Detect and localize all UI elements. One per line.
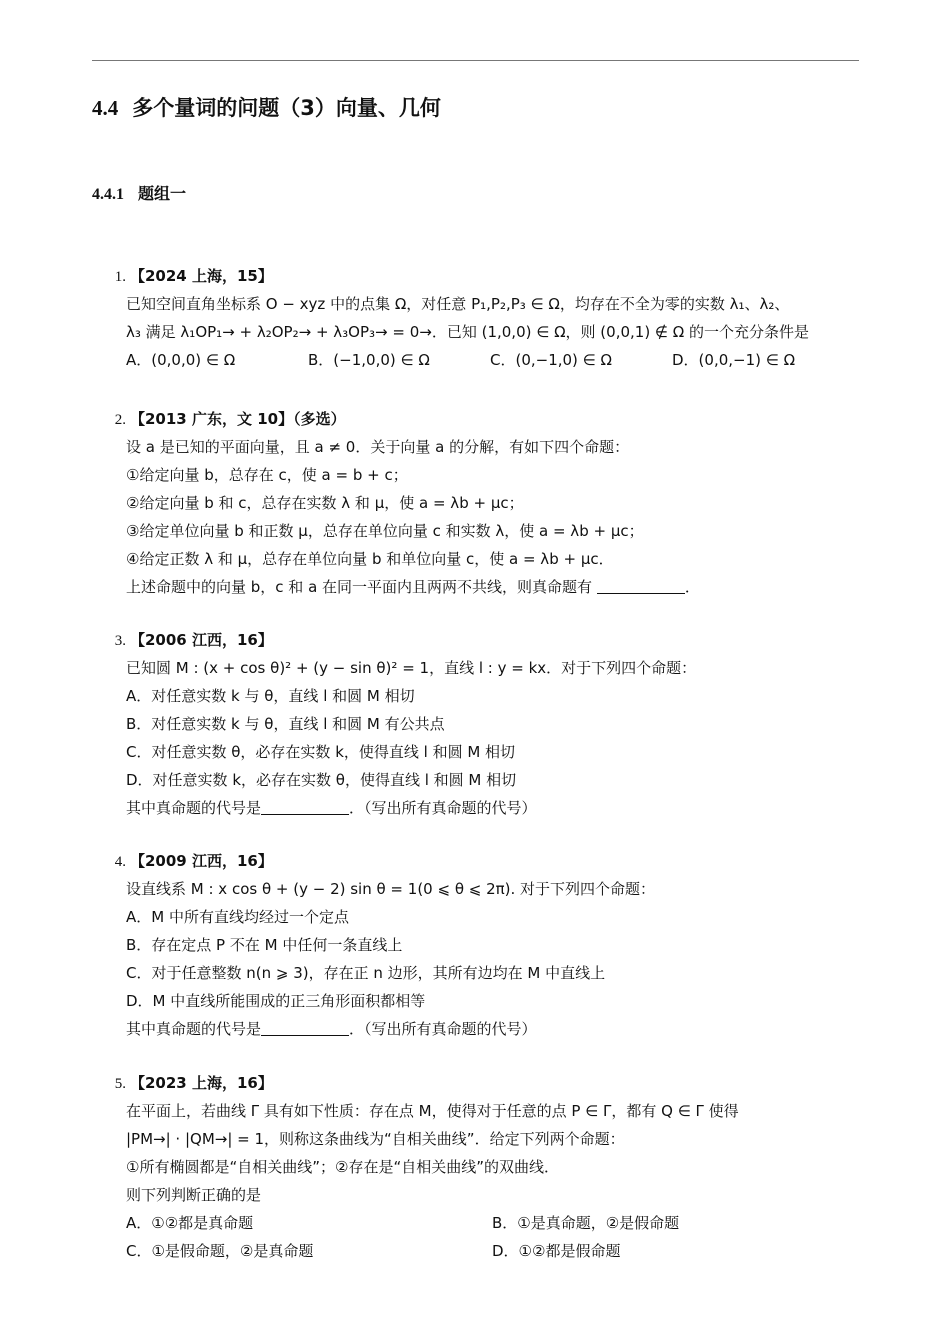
section-heading <box>92 92 441 122</box>
problem-source: 【2024 上海，15】 <box>130 267 273 285</box>
proposition-a: A．M 中所有直线均经过一个定点 <box>126 908 349 926</box>
proposition-1: ①给定向量 b，总存在 c，使 a = b + c； <box>126 466 408 484</box>
problem-text-line: 已知圆 M : (x + cos θ)² + (y − sin θ)² = 1，直线 l : y = kx．对于下列四个命题： <box>126 659 697 677</box>
proposition-a: A．对任意实数 k 与 θ，直线 l 和圆 M 相切 <box>126 687 415 705</box>
proposition-b: B．存在定点 P 不在 M 中任何一条直线上 <box>126 936 403 954</box>
choice-c: C．(0,−1,0) ∈ Ω <box>490 351 612 369</box>
answer-line: 其中真命题的代号是 ．（写出所有真命题的代号） <box>126 1015 872 1043</box>
problem-text-line: λ₃ 满足 λ₁OP₁→ + λ₂OP₂→ + λ₃OP₃→ = 0→．已知 (1,0,0) ∈ Ω，则 (0,0,1) ∉ Ω 的一个充分条件是 <box>126 323 809 341</box>
choice-c: C．①是假命题，②是真命题 <box>126 1242 314 1260</box>
choice-b: B．(−1,0,0) ∈ Ω <box>308 351 430 369</box>
answer-line: 其中真命题的代号是 ．（写出所有真命题的代号） <box>126 794 872 822</box>
choice-a: A．①②都是真命题 <box>126 1214 254 1232</box>
choice-row <box>126 1209 872 1237</box>
proposition-d: D．M 中直线所能围成的正三角形面积都相等 <box>126 992 426 1010</box>
proposition-3: ③给定单位向量 b 和正数 μ，总存在单位向量 c 和实数 λ，使 a = λb + μc； <box>126 522 644 540</box>
problem-number: 4. <box>114 854 126 870</box>
problem-number: 2. <box>114 412 126 428</box>
problem-text-line: 在平面上，若曲线 Γ 具有如下性质：存在点 M，使得对于任意的点 P ∈ Γ，都有 Q ∈ Γ 使得 <box>126 1102 739 1120</box>
problem-5 <box>92 1069 872 1265</box>
problem-tag: （多选） <box>293 410 346 428</box>
problem-text-line: |PM→| · |QM→| = 1，则称这条曲线为“自相关曲线”．给定下列两个命题： <box>126 1130 625 1148</box>
proposition-4: ④给定正数 λ 和 μ，总存在单位向量 b 和单位向量 c，使 a = λb + μc． <box>126 550 614 568</box>
section-number: 4.4 <box>92 96 119 120</box>
problem-number: 3. <box>114 633 126 649</box>
answer-blank[interactable] <box>597 575 685 594</box>
subsection-number: 4.4.1 <box>92 186 124 203</box>
problem-4 <box>92 847 872 1043</box>
proposition-b: B．对任意实数 k 与 θ，直线 l 和圆 M 有公共点 <box>126 715 445 733</box>
choice-d: D．(0,0,−1) ∈ Ω <box>672 351 796 369</box>
problem-3 <box>92 626 872 822</box>
subsection-title-text: 题组一 <box>138 184 187 203</box>
problem-1 <box>92 262 872 374</box>
problem-text-line: 设 a 是已知的平面向量，且 a ≠ 0．关于向量 a 的分解，有如下四个命题： <box>126 438 630 456</box>
section-title-text: 多个量词的问题（3）向量、几何 <box>132 96 441 120</box>
proposition-pair: ①所有椭圆都是“自相关曲线”；②存在是“自相关曲线”的双曲线． <box>126 1158 559 1176</box>
proposition-c: C．对于任意整数 n(n ⩾ 3)，存在正 n 边形，其所有边均在 M 中直线上 <box>126 964 606 982</box>
choice-d: D．①②都是假命题 <box>492 1242 621 1260</box>
answer-blank[interactable] <box>261 796 349 815</box>
choice-row <box>126 346 872 374</box>
choice-b: B．①是真命题，②是假命题 <box>492 1214 680 1232</box>
problem-source: 【2009 江西，16】 <box>130 852 273 870</box>
proposition-2: ②给定向量 b 和 c，总存在实数 λ 和 μ，使 a = λb + μc； <box>126 494 524 512</box>
problem-source: 【2006 江西，16】 <box>130 631 273 649</box>
proposition-d: D．对任意实数 k，必存在实数 θ，使得直线 l 和圆 M 相切 <box>126 771 517 789</box>
choice-row <box>126 1237 872 1265</box>
problem-number: 1. <box>114 269 126 285</box>
proposition-c: C．对任意实数 θ，必存在实数 k，使得直线 l 和圆 M 相切 <box>126 743 516 761</box>
header-rule <box>92 60 859 61</box>
problem-source: 【2013 广东，文 10】 <box>130 410 294 428</box>
answer-blank[interactable] <box>261 1017 349 1036</box>
choice-a: A．(0,0,0) ∈ Ω <box>126 351 236 369</box>
problem-source: 【2023 上海，16】 <box>130 1074 273 1092</box>
answer-line: 上述命题中的向量 b，c 和 a 在同一平面内且两两不共线，则真命题有 ． <box>126 573 872 601</box>
question-prompt: 则下列判断正确的是 <box>126 1186 262 1204</box>
problem-text-line: 设直线系 M : x cos θ + (y − 2) sin θ = 1(0 ⩽ θ ⩽ 2π). 对于下列四个命题： <box>126 880 656 898</box>
subsection-heading <box>92 181 186 204</box>
problem-2 <box>92 405 872 601</box>
problem-text-line: 已知空间直角坐标系 O − xyz 中的点集 Ω，对任意 P₁,P₂,P₃ ∈ Ω，均存在不全为零的实数 λ₁、λ₂、 <box>126 295 790 313</box>
problem-number: 5. <box>114 1076 126 1092</box>
